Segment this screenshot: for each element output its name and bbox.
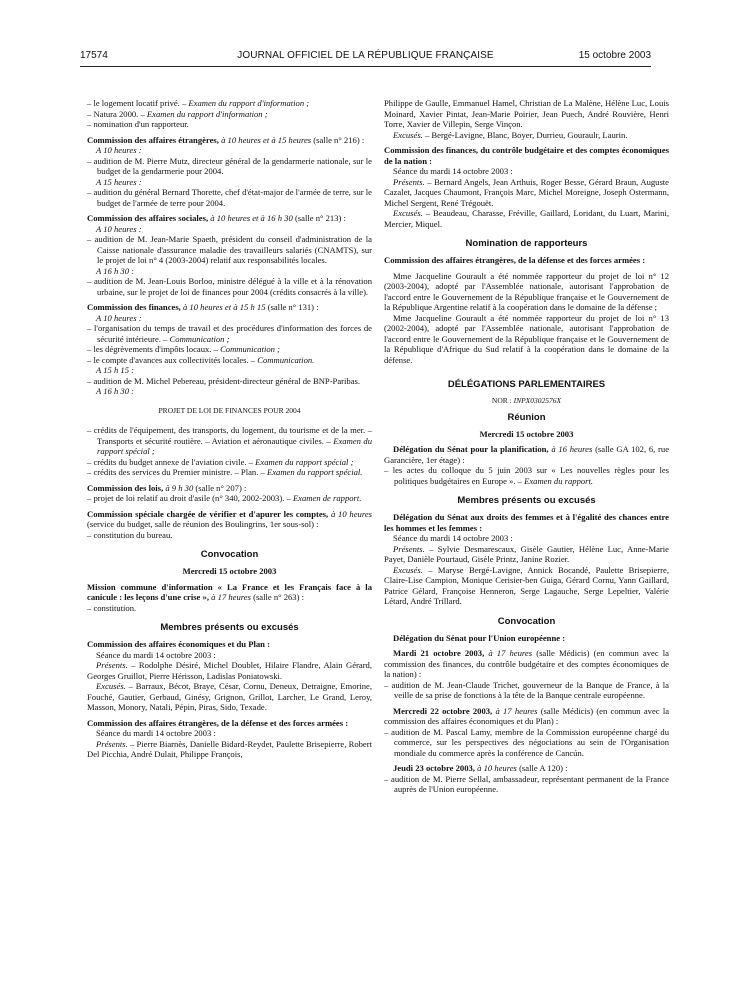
section-heading-delegations: DÉLÉGATIONS PARLEMENTAIRES [447, 379, 606, 390]
agenda-item: – le compte d'avances aux collectivités locales. – Communication. [87, 354, 315, 365]
commission-speciale: Commission spéciale chargée de vérifier et d'apurer les comptes, à 10 heures (service du budget, salle de réunion des Boulingrins, 1er sous-sol) : [87, 508, 373, 529]
excuses-list: Excusés. – Beaudeau, Charasse, Fréville, Gaillard, Loridant, du Luart, Marini, Mercier, Miquel. [384, 208, 669, 229]
plf-heading: PROJET DE LOI DE FINANCES POUR 2004 [158, 405, 301, 415]
commission-affaires-economiques: Commission des affaires économiques et du Plan : [87, 639, 270, 649]
presents-list: Présents. – Rodolphe Désiré, Michel Doublet, Hilaire Flandre, Alain Gérard, Georges Gruillot, Pierre Hérisson, Ladislas Poniatowski. [87, 660, 372, 681]
agenda-item: – audition de M. Michel Pebereau, président-directeur général de BNP-Paribas. [87, 375, 361, 386]
commission-affaires-sociales: Commission des affaires sociales, à 10 heures et à 16 h 30 (salle n° 213) : [87, 213, 346, 223]
agenda-item: – audition du général Bernard Thorette, chef d'état-major de l'armée de terre, sur le budget de l'armée de terre pour 2004. [87, 187, 372, 208]
nomination-paragraph: Mme Jacqueline Gourault a été nommée rapporteur du projet de loi n° 12 (2003-2004), adopté par l'Assemblée nationale, autorisant l'approbation de l'accord entre le Gouvernement de la République française et le Gouvernement de la République Argentine relatif à la coopération dans le domaine de la défense ; [384, 270, 669, 312]
seance-date: Séance du mardi 14 octobre 2003 : [393, 166, 513, 176]
presents-list: Présents. – Pierre Biarnès, Danielle Bidard-Reydet, Paulette Brisepierre, Robert Del Picchia, André Dulait, Philippe François, [87, 738, 372, 759]
time-slot: A 15 h 15 : [96, 365, 135, 375]
presents-list: Présents. – Sylvie Desmarescaux, Gisèle Gautier, Hélène Luc, Anne-Marie Payet, Danièle Pourtaud, Gisèle Printz, Janine Rozier. [384, 543, 669, 564]
issue-date: 15 octobre 2003 [578, 50, 651, 61]
section-heading-reunion: Réunion [507, 411, 546, 423]
reunion-date: Mercredi 15 octobre 2003 [479, 428, 574, 439]
time-slot: A 10 heures : [96, 145, 142, 155]
agenda-item: – audition de M. Jean-Marie Spaeth, président du conseil d'administration de la Caisse nationale d'assurance maladie des travailleurs salariés (CNAMTS), sur le projet de loi n° 4 (2003-2004) relatif aux responsabilités locales. [87, 234, 372, 265]
agenda-item: – crédits des services du Premier ministre. – Plan. – Examen du rapport spécial. [87, 467, 363, 477]
agenda-item: – crédits du budget annexe de l'aviation civile. – Examen du rapport spécial ; [87, 456, 354, 467]
journal-title: JOURNAL OFFICIEL DE LA RÉPUBLIQUE FRANÇAISE [237, 50, 494, 61]
nor-reference: NOR : INPX0302576X [491, 396, 562, 405]
time-slot: A 16 h 30 : [96, 386, 135, 396]
commission-etrangeres-defense: Commission des affaires étrangères, de la défense et des forces armées : [87, 717, 349, 728]
mission-commune: Mission commune d'information « La France et les Français face à la canicule : les leçons d'une crise », à 17 heures (salle n° 263) : [87, 581, 372, 602]
nomination-commission: Commission des affaires étrangères, de la défense et des forces armées : [384, 255, 646, 265]
seance-date: Séance du mardi 14 octobre 2003 : [96, 728, 216, 738]
section-heading-membres: Membres présents ou excusés [457, 495, 596, 506]
commission-finances-controle: Commission des finances, du contrôle budgétaire et des comptes économiques de la nation : [384, 145, 669, 166]
nomination-paragraph: Mme Jacqueline Gourault a été nommée rapporteur du projet de loi n° 13 (2002-2004), adopté par l'Assemblée nationale, autorisant l'approbation de l'accord entre le Gouvernement de la République française et le Gouvernement de la République d'Afrique du Sud relatif à la coopération dans le domaine de la défense. [384, 312, 669, 365]
commission-lois: Commission des lois, à 9 h 30 (salle n° 207) : [87, 482, 247, 493]
page-number: 17574 [80, 50, 108, 61]
agenda-item: – audition de M. Jean-Louis Borloo, ministre délégué à la ville et à la rénovation urbaine, sur le projet de loi de finances pour 2004 (crédits consacrés à la ville). [87, 276, 372, 297]
agenda-item: – constitution du bureau. [87, 529, 173, 540]
excuses-list: Excusés. – Maryse Bergé-Lavigne, Annick Bocandé, Paulette Brisepierre, Claire-Lise Campion, Monique Cerisier-ben Guiga, Gérard Cornu, Yann Gaillard, Patrice Gélard, Françoise Henneron, Serge Lagauche, Serge Lepeltier, Valérie Létard, André Trillard. [384, 564, 669, 606]
section-heading-convocation: Convocation [497, 615, 556, 627]
time-slot: A 15 heures : [96, 176, 142, 187]
agenda-item: – les actes du colloque du 5 juin 2003 sur « Les nouvelles règles pour les politiques budgétaires en Europe ». – Examen du rapport. [384, 465, 669, 486]
agenda-item: – l'organisation du temps de travail et des procédures d'information des forces de sécurité intérieure. – Communication ; [87, 323, 372, 344]
agenda-item: – audition de M. Pierre Sellal, ambassadeur, représentant permanent de la France auprès de l'Union européenne. [384, 773, 669, 794]
meeting-entry: Mercredi 22 octobre 2003, à 17 heures (salle Médicis) (en commun avec la commission des affaires économiques et du Plan) : [384, 705, 670, 726]
section-heading-membres: Membres présents ou excusés [160, 622, 299, 633]
agenda-item: – audition de M. Pascal Lamy, membre de la Commission européenne chargé du commerce, sur les perspectives des négociations au sein de l'Organisation mondiale du commerce après la conférence de Cancún. [384, 726, 669, 758]
left-column [87, 98, 372, 760]
agenda-item: – crédits de l'équipement, des transports, du logement, du tourisme et de la mer. – Transports et sécurité routière. – Aviation et aéronautique civiles. – Examen du rapport spécial ; [87, 425, 372, 456]
section-heading-nomination: Nomination de rapporteurs [465, 238, 588, 249]
delegation-union-europeenne: Délégation du Sénat pour l'Union européenne : [393, 632, 566, 643]
agenda-item: – constitution. [87, 602, 137, 613]
seance-date: Séance du mardi 14 octobre 2003 : [393, 533, 513, 543]
delegation-droits-femmes: Délégation du Sénat aux droits des femmes et à l'égalité des chances entre les hommes et les femmes : [384, 512, 669, 533]
excuses-list: Excusés. – Barraux, Bécot, Braye, César, Cornu, Deneux, Detraigne, Emorine, Fouché, Gautier, Gerbaud, Ginésy, Grignon, Grillot, Larcher, Le Grand, Leroy, Masson, Monory, Natali, Pépin, Piras, Sido, Texade. [87, 681, 372, 712]
commission-affaires-etrangeres: Commission des affaires étrangères, à 10 heures et à 15 heures (salle n° 216) : [87, 134, 365, 145]
presents-list: Présents. – Bernard Angels, Jean Arthuis, Roger Besse, Gérard Braun, Auguste Cazalet, Jacques Chaumont, François Marc, Michel Moreigne, Joseph Ostermann, Michel Sergent, René Trégouët. [384, 176, 669, 208]
convocation-date: Mercredi 15 octobre 2003 [182, 566, 277, 576]
agenda-item: – le logement locatif privé. – Examen du rapport d'information ; [87, 98, 310, 108]
time-slot: A 16 h 30 : [96, 265, 135, 276]
time-slot: A 10 heures : [96, 312, 142, 323]
seance-date: Séance du mardi 14 octobre 2003 : [96, 649, 216, 660]
agenda-item: – nomination d'un rapporteur. [87, 119, 189, 129]
agenda-item: – Natura 2000. – Examen du rapport d'information ; [87, 108, 268, 119]
right-column [384, 98, 669, 795]
commission-finances: Commission des finances, à 10 heures et à 15 h 15 (salle n° 131) : [87, 302, 319, 312]
agenda-item: – les dégrèvements d'impôts locaux. – Communication ; [87, 344, 280, 354]
section-heading-convocation: Convocation [200, 549, 259, 560]
delegation-planification: Délégation du Sénat pour la planification, à 16 heures (salle GA 102, 6, rue Garancière, 1er étage) : [384, 444, 670, 465]
agenda-item: – audition de M. Jean-Claude Trichet, gouverneur de la Banque de France, à la veille de sa prise de fonctions à la tête de la Banque centrale européenne. [384, 679, 669, 700]
excuses-list: Excusés. – Bergé-Lavigne, Blanc, Boyer, Durrieu, Gouraulr, Laurin. [393, 129, 628, 140]
meeting-entry: Jeudi 23 octobre 2003, à 10 heures (salle A 120) : [393, 763, 568, 773]
time-slot: A 10 heures : [96, 223, 142, 234]
agenda-item: – audition de M. Pierre Mutz, directeur général de la gendarmerie nationale, sur le budget de la gendarmerie pour 2004. [87, 155, 372, 176]
meeting-entry: Mardi 21 octobre 2003, à 17 heures (salle Médicis) (en commun avec la commission des finances, du contrôle budgétaire et des comptes économiques de la nation) : [384, 648, 669, 679]
page-header [80, 50, 651, 64]
header-rule [80, 66, 651, 67]
agenda-item: – projet de loi relatif au droit d'asile (n° 340, 2002-2003). – Examen de rapport. [87, 493, 362, 503]
presents-list-continued: Philippe de Gaulle, Emmanuel Hamel, Christian de La Malène, Hélène Luc, Louis Moinard, Xavier Pintat, Jean-Marie Poirier, Jean Puech, André Rouvière, Henri Torre, Xavier de Villepin, Serge Vinçon. [384, 98, 669, 129]
